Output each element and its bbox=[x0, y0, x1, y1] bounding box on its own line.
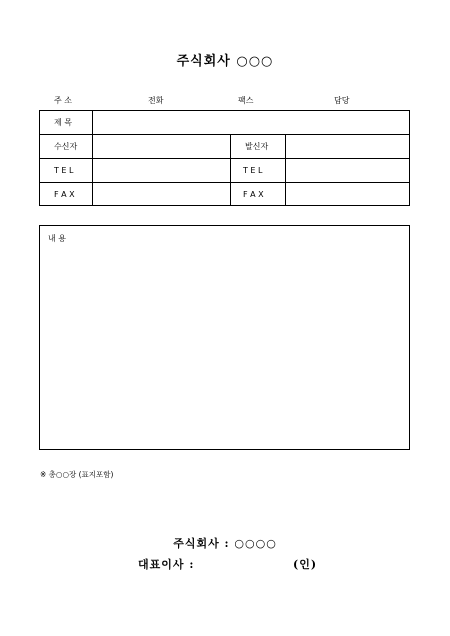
page-title: 주식회사 ○○○ bbox=[176, 54, 274, 69]
header-manager: 담당 bbox=[334, 96, 350, 105]
footer-seal: (인) bbox=[293, 558, 318, 571]
column-divider bbox=[230, 134, 231, 205]
sender-label: 발신자 bbox=[245, 142, 269, 151]
sender-fax-label: F A X bbox=[243, 190, 264, 199]
fax-info-table bbox=[39, 110, 410, 206]
footer-company: 주식회사 : ○○○○ bbox=[173, 537, 277, 550]
sender-tel-label: T E L bbox=[243, 166, 263, 175]
page-count-note: ※ 총○○장 (표지포함) bbox=[40, 470, 114, 479]
recipient-label: 수신자 bbox=[54, 142, 78, 151]
column-divider bbox=[285, 134, 286, 205]
recipient-fax-label: F A X bbox=[54, 190, 75, 199]
header-fax: 팩스 bbox=[238, 96, 254, 105]
column-divider bbox=[92, 111, 93, 205]
header-address: 주 소 bbox=[54, 96, 72, 105]
header-phone: 전화 bbox=[148, 96, 164, 105]
content-box bbox=[39, 225, 410, 450]
footer-ceo-label: 대표이사 : bbox=[138, 558, 195, 571]
content-label: 내 용 bbox=[48, 234, 66, 243]
row-divider bbox=[40, 134, 409, 135]
subject-label: 제 목 bbox=[54, 118, 72, 127]
recipient-tel-label: T E L bbox=[54, 166, 74, 175]
row-divider bbox=[40, 158, 409, 159]
row-divider bbox=[40, 182, 409, 183]
